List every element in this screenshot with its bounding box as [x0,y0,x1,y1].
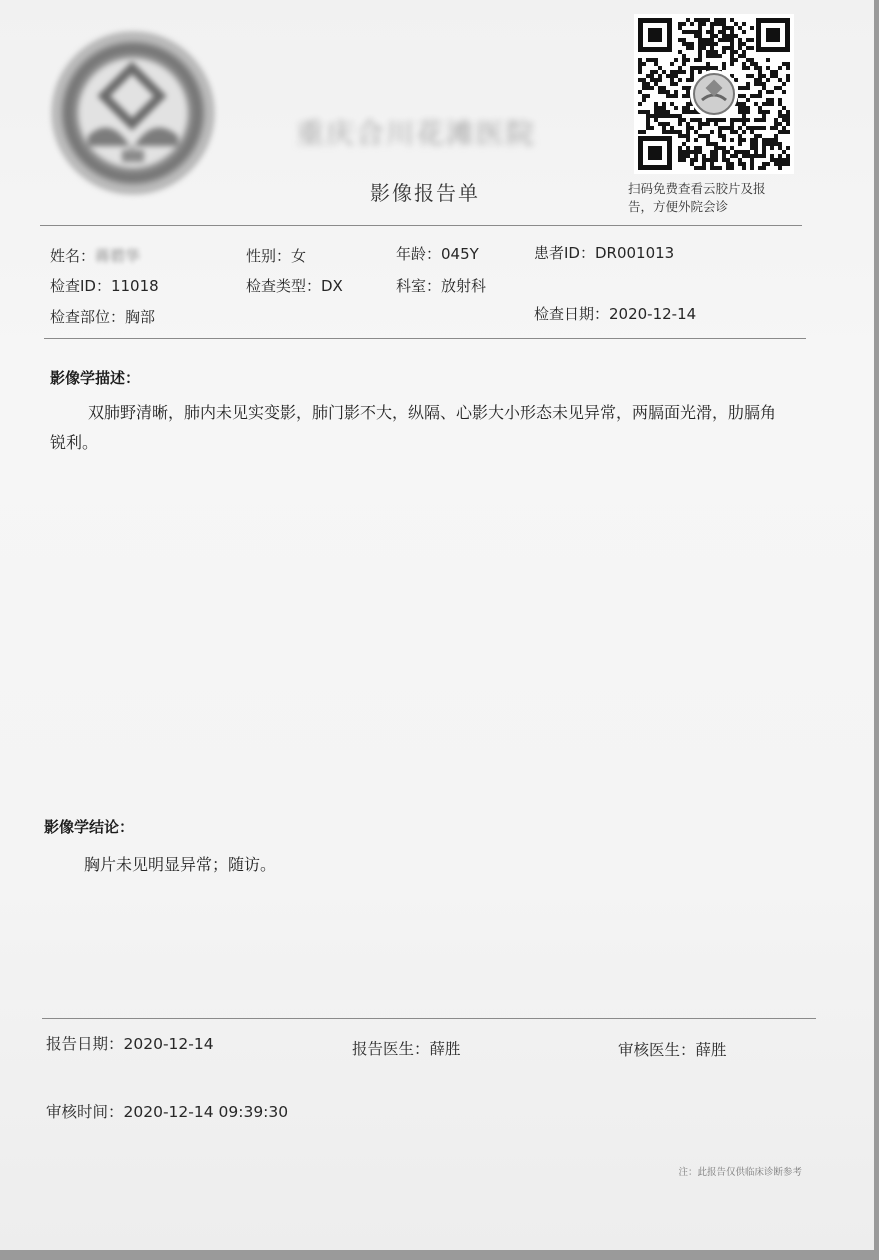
patient-name-value: 蒋碧华 [95,247,141,265]
report-date: 报告日期：2020-12-14 [46,1035,214,1053]
department: 科室：放射科 [396,277,487,295]
qr-code-icon[interactable] [634,14,794,174]
hospital-name: 重庆合川花滩医院 [296,117,537,150]
review-doctor: 审核医生：薛胜 [618,1041,727,1059]
exam-id: 检查ID：11018 [50,277,159,295]
conclusion-text: 胸片未见明显异常；随访。 [84,855,277,874]
patient-id: 患者ID：DR001013 [534,244,675,262]
patient-info-divider [44,338,806,339]
description-label: 影像学描述： [50,369,141,387]
disclaimer-note: 注：此报告仅供临床诊断参考 [678,1167,802,1178]
exam-part: 检查部位：胸部 [50,308,156,326]
patient-name [50,245,140,266]
exam-type: 检查类型：DX [246,277,343,295]
conclusion-label: 影像学结论： [44,818,135,836]
patient-name-label: 姓名： [50,247,96,265]
header-divider [40,225,802,226]
description-text: 双肺野清晰，肺内未见实变影，肺门影不大，纵隔、心影大小形态未见异常，两膈面光滑，肋膈角锐利。 [50,403,777,452]
footer-divider [42,1018,816,1019]
patient-age: 年龄：045Y [396,245,479,263]
report-doctor: 报告医生：薛胜 [352,1040,461,1058]
exam-date: 检查日期：2020-12-14 [534,305,697,323]
patient-gender: 性别：女 [246,247,307,265]
review-time: 审核时间：2020-12-14 09:39:30 [46,1103,289,1121]
hospital-logo-icon [52,32,214,194]
document-title: 影像报告单 [370,181,480,205]
qr-caption: 扫码免费查看云胶片及报告，方便外院会诊 [628,181,766,214]
